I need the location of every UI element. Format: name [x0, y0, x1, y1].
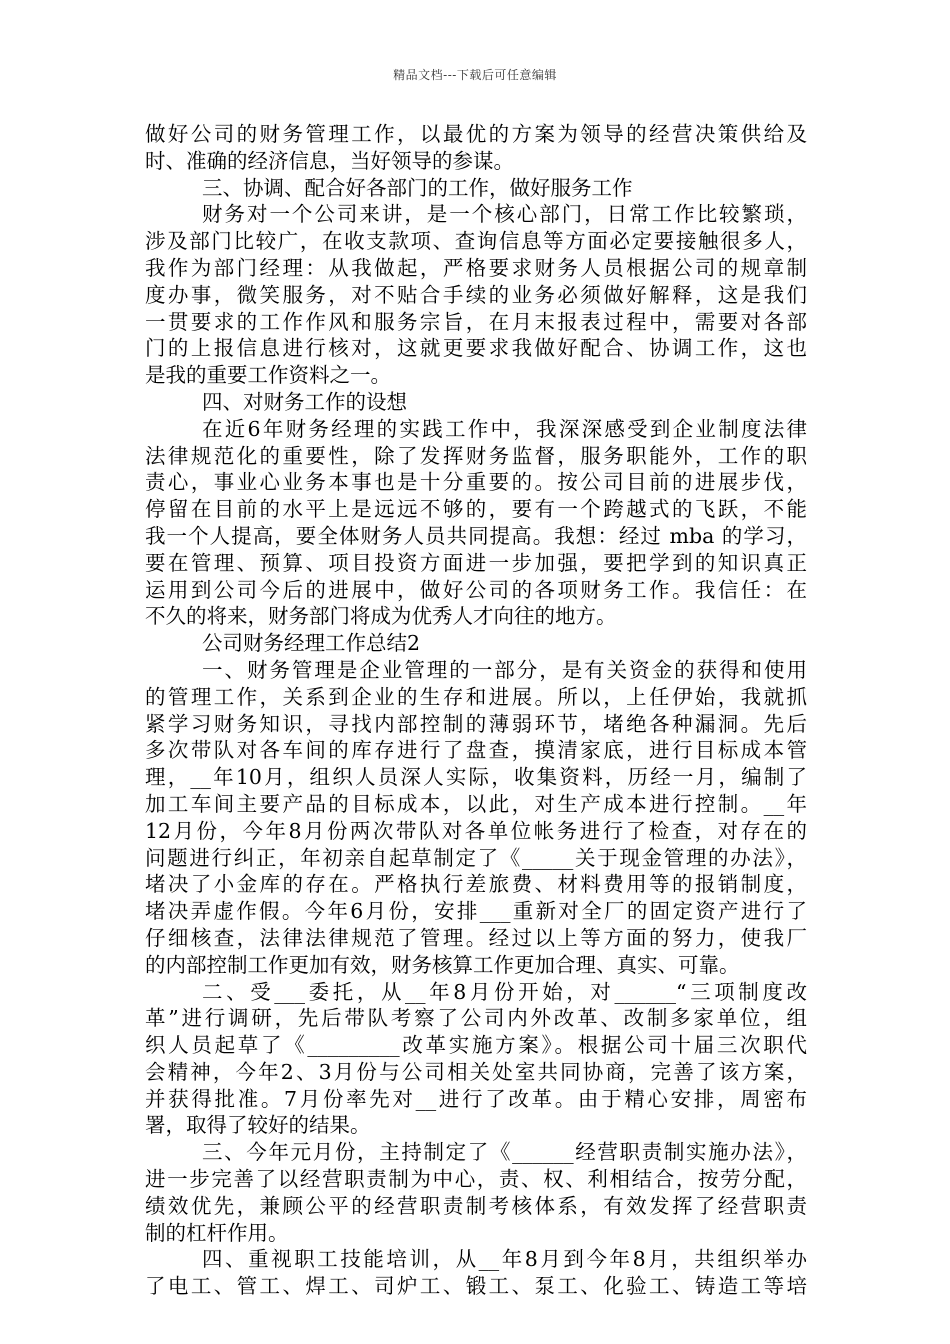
text-line: 四、对财务工作的设想: [202, 389, 407, 414]
text-line: 了电工、管工、焊工、司炉工、锻工、泵工、化验工、铸造工等培: [145, 1274, 807, 1299]
text-line: 一、财务管理是企业管理的一部分，是有关资金的获得和使用: [202, 657, 807, 682]
text-line: 绩效优先，兼顾公平的经营职责制考核体系，有效发挥了经营职责: [145, 1193, 807, 1218]
text-line: 涉及部门比较广，在收支款项、查询信息等方面必定要接触很多人，: [145, 229, 807, 254]
text-line: 的管理工作，关系到企业的生存和进展。所以，上任伊始，我就抓: [145, 684, 807, 709]
text-line: 并获得批准。7月份率先对__进行了改革。由于精心安排，周密布: [145, 1086, 807, 1111]
text-line: 加工车间主要产品的目标成本，以此，对生产成本进行控制。__年: [145, 791, 807, 816]
text-line: 法律规范化的重要性，除了发挥财务监督，服务职能外，工作的职: [145, 443, 807, 468]
text-line: 进一步完善了以经营职责制为中心，责、权、利相结合，按劳分配，: [145, 1167, 807, 1192]
text-line: 三、协调、配合好各部门的工作，做好服务工作: [202, 175, 633, 200]
text-line: 问题进行纠正，年初亲自起草制定了《_____关于现金管理的办法》，: [145, 845, 807, 870]
text-line: 织人员起草了《_________改革实施方案》。根据公司十届三次职代: [145, 1033, 807, 1058]
text-line: 我作为部门经理：从我做起，严格要求财务人员根据公司的规章制: [145, 255, 807, 280]
text-line: 度办事，微笑服务，对不贴合手续的业务必须做好解释，这是我们: [145, 282, 807, 307]
page-header: 精品文档---下载后可任意编辑: [393, 68, 557, 82]
text-line: 二、受___委托，从__年8月份开始，对______“三项制度改: [202, 979, 807, 1004]
text-line: 时、准确的经济信息，当好领导的参谋。: [145, 148, 514, 173]
text-line: 在近6年财务经理的实践工作中，我深深感受到企业制度法律: [202, 416, 807, 441]
text-line: 三、今年元月份，主持制定了《______经营职责制实施办法》，: [202, 1140, 807, 1165]
text-line: 的内部控制工作更加有效，财务核算工作更加合理、真实、可靠。: [145, 952, 740, 977]
text-line: 停留在目前的水平上是远远不够的，要有一个跨越式的飞跃，不能: [145, 497, 807, 522]
text-line: 一贯要求的工作作风和服务宗旨，在月末报表过程中，需要对各部: [145, 309, 807, 334]
text-line: 署，取得了较好的结果。: [145, 1113, 371, 1138]
text-line: 堵决弄虚作假。今年6月份，安排___重新对全厂的固定资产进行了: [145, 899, 807, 924]
text-line: 会精神，今年2、3月份与公司相关处室共同协商，完善了该方案，: [145, 1059, 807, 1084]
text-line: 不久的将来，财务部门将成为优秀人才向往的地方。: [145, 604, 617, 629]
text-line: 革”进行调研，先后带队考察了公司内外改革、改制多家单位，组: [145, 1006, 807, 1031]
text-line: 四、重视职工技能培训，从__年8月到今年8月，共组织举办: [202, 1247, 807, 1272]
text-line: 财务对一个公司来讲，是一个核心部门，日常工作比较繁琐，: [202, 202, 807, 227]
text-line: 多次带队对各车间的库存进行了盘查，摸清家底，进行目标成本管: [145, 738, 807, 763]
text-line: 要在管理、预算、项目投资方面进一步加强，要把学到的知识真正: [145, 550, 807, 575]
text-line: 是我的重要工作资料之一。: [145, 363, 391, 388]
document-body: [145, 121, 807, 1300]
text-line: 仔细核查，法律法律规范了管理。经过以上等方面的努力，使我厂: [145, 925, 807, 950]
text-line: 堵决了小金库的存在。严格执行差旅费、材料费用等的报销制度，: [145, 872, 807, 897]
text-line: 我一个人提高，要全体财务人员共同提高。我想：经过 mba 的学习，: [145, 523, 807, 548]
text-line: 紧学习财务知识，寻找内部控制的薄弱环节，堵绝各种漏洞。先后: [145, 711, 807, 736]
text-line: 做好公司的财务管理工作，以最优的方案为领导的经营决策供给及: [145, 122, 807, 146]
text-line: 公司财务经理工作总结2: [202, 631, 421, 656]
text-line: 理，__年10月，组织人员深人实际，收集资料，历经一月，编制了: [145, 765, 807, 790]
text-line: 门的上报信息进行核对，这就更要求我做好配合、协调工作，这也: [145, 336, 807, 361]
text-line: 责心，事业心业务本事也是十分重要的。按公司目前的进展步伐，: [145, 470, 807, 495]
text-line: 制的杠杆作用。: [145, 1220, 289, 1245]
text-line: 12月份，今年8月份两次带队对各单位帐务进行了检查，对存在的: [145, 818, 807, 843]
text-line: 运用到公司今后的进展中，做好公司的各项财务工作。我信任：在: [145, 577, 807, 602]
